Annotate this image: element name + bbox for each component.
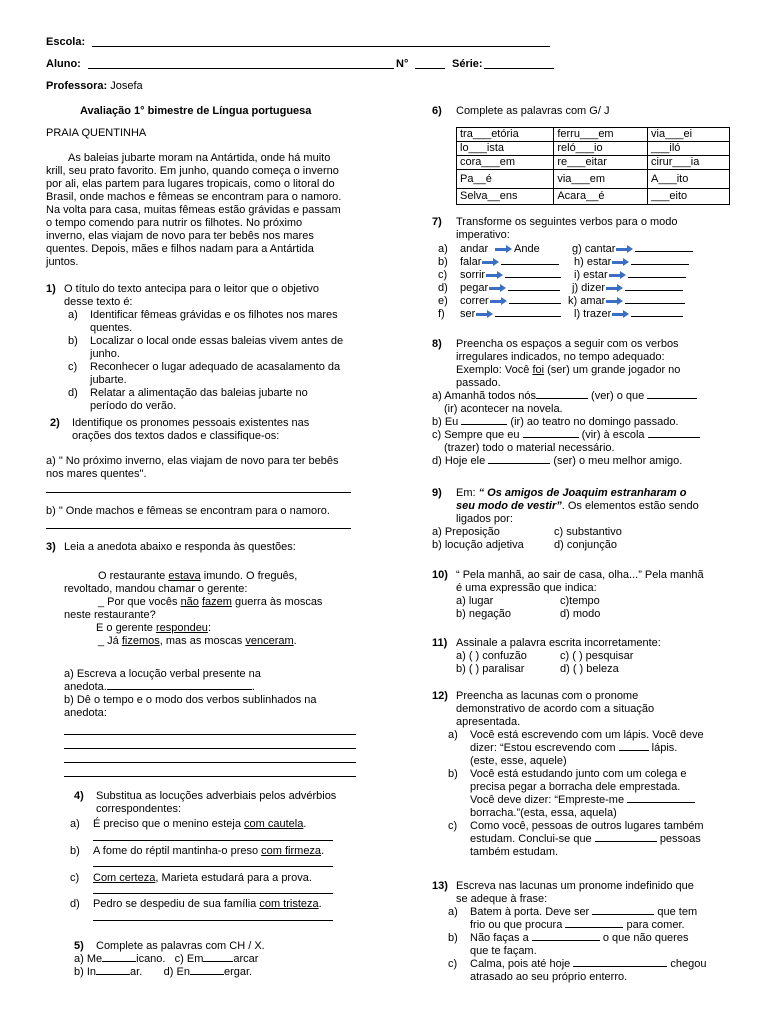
q13-a-text-4: para comer. [626, 919, 685, 931]
q12-text-2: demonstrativo de acordo com a situação [456, 703, 655, 715]
q7-letter: a) [438, 243, 448, 255]
q10-text: “ Pela manhã, ao sair de casa, olha...” Pela manhã [456, 569, 704, 581]
q4-c-answer-line[interactable] [93, 893, 333, 894]
q3-a-end: . [251, 681, 255, 693]
q12-b-blank[interactable] [627, 802, 695, 803]
text-line: inverno, elas viajam de novo para ter bebês nos mares [46, 230, 314, 242]
q4-b-answer-line[interactable] [93, 866, 333, 867]
q10-option-d[interactable]: d) modo [560, 608, 601, 620]
q11-option-c[interactable]: c) ( ) pesquisar [560, 650, 634, 662]
q2-b-answer-line[interactable] [46, 528, 351, 529]
q7-letter: b) [438, 256, 448, 268]
q7-verb: correr [460, 295, 489, 307]
question-4 [74, 790, 364, 816]
q13-b-letter: b) [448, 932, 458, 944]
arrow-right-icon [482, 258, 500, 266]
q12-c-letter: c) [448, 820, 458, 832]
q3-b-text: b) Dê o tempo e o modo dos verbos sublinhados na [64, 694, 317, 706]
q9-text-2: . Os elementos estão sendo [561, 500, 699, 512]
question-6 [432, 105, 609, 118]
table-row [457, 189, 730, 205]
text-title: PRAIA QUENTINHA [46, 127, 147, 139]
q4-text-2: correspondentes: [96, 803, 181, 815]
q13-a-text-3: frio ou que procura [470, 919, 563, 931]
underlined-verb: estava [168, 570, 201, 582]
q2-text-2: orações dos textos dados e classifique-os: [72, 430, 280, 442]
q13-c-blank[interactable] [573, 966, 667, 967]
q5-row-1 [74, 953, 258, 966]
q1-option-d-cont: período do verão. [90, 400, 177, 412]
q13-a-blank[interactable] [592, 914, 654, 915]
arrow-right-icon [606, 284, 624, 292]
arrow-right-icon [616, 245, 634, 253]
arrow-right-icon [476, 310, 494, 318]
q2-number: 2) [50, 417, 60, 429]
q5-row-2 [74, 966, 252, 979]
q12-c-text-3: pessoas [659, 833, 701, 845]
q7-blank[interactable] [509, 303, 561, 304]
underlined-verb: venceram [245, 635, 294, 647]
q8-a-text: a) Amanhã todos nós [432, 390, 536, 402]
q5-c-word-end: arcar [233, 953, 259, 965]
table-cell[interactable]: lo___ista [457, 142, 554, 156]
q9-option-b[interactable]: b) locução adjetiva [432, 539, 524, 551]
q1-option-a-cont: quentes. [90, 322, 133, 334]
q8-c-blank[interactable] [523, 437, 579, 438]
table-cell[interactable]: Acara__é [554, 189, 648, 205]
q8-a-text-2: (ver) o que [591, 390, 645, 402]
q3-answer-line[interactable] [64, 748, 356, 749]
q12-b-text-3: Você deve dizer: “Empreste-me [470, 794, 625, 806]
q7-verb: falar [460, 256, 482, 268]
question-12 [432, 690, 732, 859]
q13-b-text-2: o que não queres [602, 932, 689, 944]
escola-field[interactable] [92, 46, 550, 47]
table-cell[interactable]: via___ei [648, 128, 730, 142]
q3-a-blank[interactable] [107, 689, 252, 690]
text-line: o tempo comendo para nutrir os filhotes. No próximo [46, 217, 303, 229]
q3-a-text: a) Escreva a locução verbal presente na [64, 668, 261, 680]
q5-a-letter: a) [74, 953, 84, 965]
q7-blank[interactable] [508, 290, 560, 291]
q5-text: Complete as palavras com CH / X. [96, 940, 265, 952]
question-7 [432, 216, 732, 242]
q12-c-text: Como você, pessoas de outros lugares também [470, 820, 704, 832]
q10-option-a[interactable]: a) lugar [456, 595, 494, 607]
q13-b-text-3: que te façam. [470, 945, 537, 957]
question-2 [50, 417, 365, 443]
q3-b-text-2: anedota: [64, 707, 107, 719]
q4-item-d [70, 898, 322, 911]
anecdote-text: neste restaurante? [64, 609, 156, 621]
q4-d-underlined: com tristeza [259, 898, 319, 910]
text-line: juntos. [46, 256, 79, 268]
q1-option-a-letter: a) [68, 309, 78, 321]
q7-verb-right: k) amar [568, 295, 606, 307]
q7-blank[interactable] [505, 277, 561, 278]
question-8 [432, 338, 732, 468]
q2-a-text: a) " No próximo inverno, elas viajam de novo para ter bebês [46, 455, 339, 467]
q8-c-text-2: (vir) à escola [581, 429, 645, 441]
underlined-verb: fizemos [121, 635, 160, 647]
q1-text: O título do texto antecipa para o leitor que o objetivo [64, 283, 319, 295]
q2-a-answer-line[interactable] [46, 492, 351, 493]
table-row [457, 170, 730, 189]
q8-number: 8) [432, 338, 442, 350]
q4-a-answer-line[interactable] [93, 840, 333, 841]
q4-number: 4) [74, 790, 84, 802]
q8-b-text-2: (ir) ao teatro no domingo passado. [510, 416, 679, 428]
q8-b-text: b) Eu [432, 416, 459, 428]
q4-item-b [70, 845, 324, 858]
table-row [457, 156, 730, 170]
q9-quote-2: seu modo de vestir” [456, 500, 562, 512]
q7-letter: c) [438, 269, 448, 281]
underlined-verb: fazem [201, 596, 232, 608]
q1-option-a[interactable]: Identificar fêmeas grávidas e os filhotes nos mares [90, 309, 338, 321]
q4-d-letter: d) [70, 898, 80, 910]
q13-number: 13) [432, 880, 448, 892]
text-line: krill, seu prato favorito. Em junho, quando começa o inverno [46, 165, 339, 177]
q12-c-blank[interactable] [595, 841, 657, 842]
q9-number: 9) [432, 487, 442, 499]
aluno-label: Aluno: [46, 58, 81, 70]
table-cell[interactable]: re___eitar [554, 156, 648, 170]
question-3 [46, 541, 296, 554]
q7-verb-right: h) estar [574, 256, 612, 268]
q4-c-text: , Marieta estudará para a prova. [155, 872, 312, 884]
q13-c-letter: c) [448, 958, 458, 970]
q2-text: Identifique os pronomes pessoais existentes nas [72, 417, 310, 429]
q2-item-a [46, 455, 361, 481]
table-cell[interactable]: Pa__é [457, 170, 554, 189]
anecdote-text: . [293, 635, 297, 647]
q8-a-blank-2[interactable] [647, 398, 697, 399]
q13-c-text: Calma, pois até hoje [470, 958, 571, 970]
q4-b-end: . [321, 845, 325, 857]
escola-label: Escola: [46, 36, 86, 48]
q10-number: 10) [432, 569, 448, 581]
text-line: quentes. Depois, mães e filhos nadam para a Antártida [46, 243, 314, 255]
q4-a-underlined: com cautela [244, 818, 304, 830]
q13-b-blank[interactable] [532, 940, 600, 941]
arrow-right-icon [495, 245, 513, 253]
aluno-field[interactable] [88, 68, 394, 69]
q8-example-verb: foi [532, 364, 545, 376]
text-line: por ali, elas partem para lugares tropicais, como o litoral do [46, 178, 335, 190]
q7-letter: e) [438, 295, 448, 307]
table-row [457, 128, 730, 142]
q5-a-word-start: Me [86, 953, 103, 965]
q1-option-d[interactable]: Relatar a alimentação das baleias jubarte no [90, 387, 308, 399]
q7-blank[interactable] [628, 277, 686, 278]
q8-c-text: c) Sempre que eu [432, 429, 520, 441]
q11-option-a[interactable]: a) ( ) confuzão [456, 650, 527, 662]
anecdote-text: : [207, 622, 211, 634]
q10-text-2: é uma expressão que indica: [456, 582, 597, 594]
q7-items [438, 243, 738, 321]
q8-d-text: d) Hoje ele [432, 455, 486, 467]
q11-number: 11) [432, 637, 448, 649]
arrow-right-icon [612, 258, 630, 266]
anecdote-text: guerra às moscas [231, 596, 323, 608]
q13-a-text-2: que tem [657, 906, 698, 918]
question-9 [432, 487, 732, 552]
q7-letter: d) [438, 282, 448, 294]
q5-b-word-end: ar. [130, 966, 143, 978]
q4-c-letter: c) [70, 872, 80, 884]
q6-number: 6) [432, 105, 442, 117]
arrow-right-icon [609, 271, 627, 279]
q13-c-text-2: chegou [670, 958, 707, 970]
table-cell[interactable]: tra___etória [457, 128, 554, 142]
q5-c-letter: c) [174, 953, 184, 965]
table-cell[interactable]: cora___em [457, 156, 554, 170]
arrow-right-icon [606, 297, 624, 305]
q4-c-underlined: Com certeza [93, 872, 156, 884]
q7-blank[interactable] [501, 264, 559, 265]
q11-option-d[interactable]: d) ( ) beleza [560, 663, 619, 675]
q5-number: 5) [74, 940, 84, 952]
q12-text: Preencha as lacunas com o pronome [456, 690, 639, 702]
q9-option-a[interactable]: a) Preposição [432, 526, 500, 538]
q12-number: 12) [432, 690, 448, 702]
q3-a-text-2: anedota. [64, 681, 107, 693]
page-title: Avaliação 1° bimestre de Língua portuguesa [80, 105, 312, 117]
q1-option-b-cont: junho. [90, 348, 120, 360]
table-cell[interactable]: via___em [554, 170, 648, 189]
serie-label: Série: [452, 58, 483, 70]
question-1 [46, 283, 361, 413]
q7-verb: pegar [460, 282, 489, 294]
q12-c-text-2: estudam. Conclui-se que [470, 833, 592, 845]
anecdote [64, 570, 364, 648]
q9-option-d[interactable]: d) conjunção [554, 539, 617, 551]
table-cell[interactable]: ___iló [648, 142, 730, 156]
q13-text: Escreva nas lacunas um pronome indefinido que [456, 880, 694, 892]
q8-b-blank[interactable] [461, 424, 507, 425]
q1-option-d-letter: d) [68, 387, 78, 399]
q11-text: Assinale a palavra escrita incorretamente: [456, 637, 661, 649]
q5-d-letter: d) [163, 966, 174, 978]
q12-a-letter: a) [448, 729, 458, 741]
q7-blank[interactable] [625, 290, 683, 291]
q3-answer-line[interactable] [64, 734, 356, 735]
q12-text-3: apresentada. [456, 716, 521, 728]
q3-answer-line[interactable] [64, 776, 356, 777]
q7-answer: Ande [514, 243, 540, 255]
q4-b-letter: b) [70, 845, 80, 857]
q8-text-2: irregulares indicados, no tempo adequado: [456, 351, 665, 363]
q4-a-letter: a) [70, 818, 80, 830]
q7-verb: andar [460, 243, 489, 255]
q8-a-blank[interactable] [536, 398, 588, 399]
q7-blank[interactable] [495, 316, 561, 317]
q8-d-blank[interactable] [488, 463, 550, 464]
q8-c-text-3: (trazer) todo o material necessário. [444, 442, 615, 454]
table-row [457, 142, 730, 156]
q5-b-blank[interactable] [96, 974, 130, 975]
q5-a-word-end: icano. [136, 953, 166, 965]
q4-d-answer-line[interactable] [93, 920, 333, 921]
text-line: Na volta para casa, muitas fêmeas estão grávidas e passam [46, 204, 341, 216]
q7-text-2: imperativo: [456, 229, 510, 241]
q10-option-c[interactable]: c)tempo [560, 595, 600, 607]
q4-b-underlined: com firmeza [261, 845, 322, 857]
q2-a-text-2: nos mares quentes". [46, 468, 147, 480]
serie-field[interactable] [484, 68, 554, 69]
q5-d-blank[interactable] [190, 974, 224, 975]
table-cell[interactable]: A___ito [648, 170, 730, 189]
numero-label: N° [396, 58, 409, 70]
q13-a-text: Batem à porta. Deve ser [470, 906, 590, 918]
q13-c-text-3: atrasado ao seu próprio enterro. [470, 971, 628, 983]
q1-text-2: desse texto é: [64, 296, 133, 308]
anecdote-text: imundo. O freguês, [200, 570, 298, 582]
anecdote-text: _ Por que vocês [98, 596, 181, 608]
q9-option-c[interactable]: c) substantivo [554, 526, 622, 538]
q4-text: Substitua as locuções adverbiais pelos advérbios [96, 790, 337, 802]
q7-verb: sorrir [460, 269, 486, 281]
q5-a-blank[interactable] [102, 961, 136, 962]
table-cell[interactable]: reló___io [554, 142, 648, 156]
arrow-right-icon [489, 284, 507, 292]
numero-field[interactable] [415, 68, 445, 69]
text-line: Brasil, onde machos e fêmeas se encontram para o namoro. [46, 191, 342, 203]
arrow-right-icon [490, 297, 508, 305]
q4-a-text: É preciso que o menino esteja [93, 818, 245, 830]
q7-verb-right: j) dizer [572, 282, 606, 294]
professora-name: Josefa [110, 80, 143, 92]
q8-example: Exemplo: Você [456, 364, 533, 376]
q12-b-text: Você está estudando junto com um colega e [470, 768, 687, 780]
q5-d-word-start: En [176, 966, 190, 978]
q8-d-text-2: (ser) o meu melhor amigo. [553, 455, 683, 467]
q8-text: Preencha os espaços a seguir com os verbos [456, 338, 679, 350]
q13-a-blank-2[interactable] [565, 927, 623, 928]
q5-b-word-start: In [86, 966, 97, 978]
q5-b-letter: b) [74, 966, 84, 978]
table-cell[interactable]: ferru___em [554, 128, 648, 142]
q3-item-a [64, 668, 364, 720]
q4-d-text: Pedro se despediu de sua família [93, 898, 260, 910]
q1-number: 1) [46, 283, 56, 295]
q7-blank[interactable] [631, 316, 683, 317]
q13-a-letter: a) [448, 906, 458, 918]
q4-item-c [70, 872, 312, 885]
q8-example-2: passado. [456, 377, 501, 389]
q9-text-3: ligados por: [456, 513, 513, 525]
table-cell[interactable]: cirur___ia [648, 156, 730, 170]
question-13 [432, 880, 732, 984]
q1-option-b-letter: b) [68, 335, 78, 347]
anecdote-text: revoltado, mandou chamar o gerente: [64, 583, 248, 595]
table-cell[interactable]: Selva__ens [457, 189, 554, 205]
arrow-right-icon [612, 310, 630, 318]
q4-a-end: . [303, 818, 307, 830]
q12-c-text-4: também estudam. [470, 846, 559, 858]
arrow-right-icon [486, 271, 504, 279]
q12-a-text-4: (este, esse, aquele) [470, 755, 567, 767]
q1-option-c[interactable]: Reconhecer o lugar adequado de acasalamento da [90, 361, 341, 373]
q9-text: Em: [456, 487, 479, 499]
anecdote-text: , mas as moscas [159, 635, 246, 647]
q1-option-c-cont: jubarte. [90, 374, 127, 386]
q1-option-b[interactable]: Localizar o local onde essas baleias vivem antes de [90, 335, 344, 347]
underlined-word: não [180, 596, 199, 608]
q7-verb: ser [460, 308, 476, 320]
q7-text: Transforme os seguintes verbos para o modo [456, 216, 678, 228]
q10-option-b[interactable]: b) negação [456, 608, 512, 620]
q1-option-c-letter: c) [68, 361, 78, 373]
q4-b-text: A fome do réptil mantinha-o preso [93, 845, 262, 857]
question-11 [432, 637, 732, 676]
q7-number: 7) [432, 216, 442, 228]
q5-c-word-start: Em [186, 953, 204, 965]
q12-a-blank[interactable] [619, 750, 649, 751]
q12-a-text-3: lápis. [651, 742, 678, 754]
q12-b-text-2: precisa pegar a borracha dele emprestada. [470, 781, 681, 793]
anecdote-text: _ Já [98, 635, 122, 647]
anecdote-text: E o gerente [96, 622, 156, 634]
professora-label: Professora: [46, 80, 108, 92]
q7-letter: f) [438, 308, 445, 320]
q6-table [456, 127, 730, 205]
reading-text [46, 152, 361, 269]
q4-d-end: . [318, 898, 322, 910]
q13-b-text: Não faças a [470, 932, 529, 944]
text-line: As baleias jubarte moram na Antártida, onde há muito [68, 152, 331, 164]
q11-option-b[interactable]: b) ( ) paralisar [456, 663, 525, 675]
q5-c-blank[interactable] [203, 961, 233, 962]
question-10 [432, 569, 732, 621]
q7-verb-right: l) trazer [574, 308, 612, 320]
underlined-verb: respondeu [155, 622, 208, 634]
professora-line [46, 80, 143, 93]
q7-verb-right: i) estar [574, 269, 608, 281]
q12-b-text-4: borracha.”(esta, essa, aquela) [470, 807, 617, 819]
q7-verb-right: g) cantar [572, 243, 616, 255]
q7-blank[interactable] [635, 251, 693, 252]
q8-a-text-3: (ir) acontecer na novela. [444, 403, 563, 415]
q9-quote: “ Os amigos de Joaquim estranharam o [478, 487, 687, 499]
q12-a-text-2: dizer: “Estou escrevendo com [470, 742, 616, 754]
q3-text: Leia a anedota abaixo e responda às questões: [64, 541, 296, 553]
q3-number: 3) [46, 541, 56, 553]
q6-text: Complete as palavras com G/ J [456, 105, 610, 117]
q7-blank[interactable] [625, 303, 685, 304]
q5-d-word-end: ergar. [223, 966, 253, 978]
table-cell[interactable]: ___eito [648, 189, 730, 205]
q8-c-blank-2[interactable] [648, 437, 700, 438]
q12-b-letter: b) [448, 768, 458, 780]
q3-answer-line[interactable] [64, 762, 356, 763]
anecdote-text: O restaurante [98, 570, 169, 582]
q13-text-2: se adeque à frase: [456, 893, 548, 905]
question-5 [74, 940, 265, 953]
q7-blank[interactable] [631, 264, 689, 265]
q4-item-a [70, 818, 306, 831]
q8-example: (ser) um grande jogador no [544, 364, 681, 376]
q2-b-text: b) " Onde machos e fêmeas se encontram para o namoro. [46, 505, 330, 517]
q12-a-text: Você está escrevendo com um lápis. Você deve [470, 729, 704, 741]
